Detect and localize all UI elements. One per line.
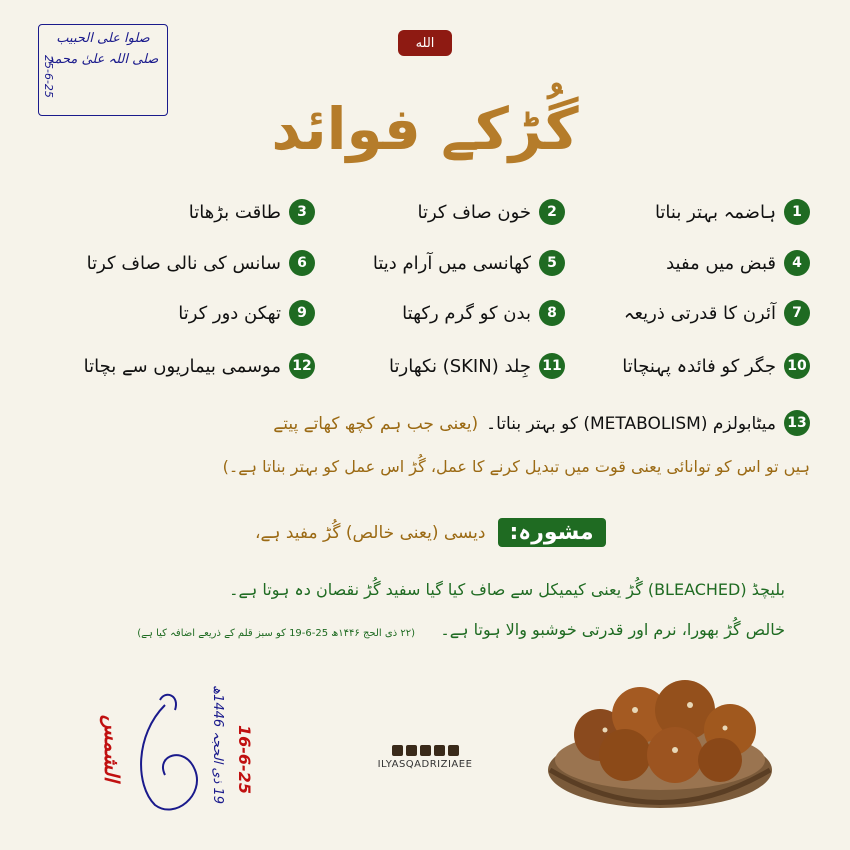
brand-block: [365, 745, 485, 770]
benefit-number: 10: [784, 353, 810, 379]
benefit-text: جگر کو فائدہ پہنچاتا: [622, 355, 776, 377]
handwriting-line-1: صلوا علی الحبیب: [56, 31, 150, 46]
brand-name: ILYASQADRIZIAEE: [377, 759, 473, 770]
addition-note: (۲۲ ذی الحج ۱۴۴۶ھ 25-6-19 کو سبز قلم کے ذریعے اضافہ کیا ہے): [137, 628, 415, 639]
benefit-text: ہاضمہ بہتر بناتا: [654, 201, 776, 223]
benefit-item: [624, 298, 810, 328]
benefit-item: [666, 248, 810, 278]
benefit-item: [389, 351, 565, 381]
benefit-text: موسمی بیماریوں سے بچاتا: [83, 355, 281, 377]
advice-text: دیسی (یعنی خالص) گُڑ مفید ہے،: [255, 523, 486, 543]
benefit-item: [373, 248, 565, 278]
benefit-number: 5: [539, 250, 565, 276]
social-icons: [365, 745, 485, 756]
benefit-item-13: [273, 408, 810, 438]
metabolism-text: میٹابولزم (METABOLISM) کو بہتر بناتا۔: [486, 413, 776, 434]
benefit-item: [622, 351, 810, 381]
benefit-number: 11: [539, 353, 565, 379]
allah-badge: الله: [398, 30, 452, 56]
handwriting-hijri: 19 ذی الحجہ 1446ھ: [210, 685, 225, 805]
benefit-text: کھانسی میں آرام دیتا: [372, 252, 531, 274]
jaggery-bowl-image: [545, 660, 775, 820]
benefit-item: [402, 298, 565, 328]
handwriting-date: 25-6-25: [42, 55, 55, 98]
handwriting-line-2: صلی اللہ علیٰ محمد: [47, 52, 159, 67]
metabolism-explain-start: (یعنی جب ہم کچھ کھاتے پیتے: [273, 413, 479, 434]
benefit-number: 13: [784, 410, 810, 436]
handwriting-red-signature: الشمس: [100, 715, 124, 782]
benefit-number: 3: [289, 199, 315, 225]
benefit-text: خون صاف کرتا: [417, 201, 531, 223]
benefit-number: 6: [289, 250, 315, 276]
benefit-item: [87, 248, 315, 278]
bleached-warning: بلیچڈ (BLEACHED) گُڑ یعنی کیمیکل سے صاف کیا گیا سفید گُڑ نقصان دہ ہوتا ہے۔: [229, 580, 785, 599]
metabolism-explain: ہیں تو اس کو توانائی یعنی قوت میں تبدیل کرنے کا عمل، گُڑ اس عمل کو بہتر بناتا ہے۔): [222, 457, 810, 476]
signature-mark: [95, 675, 295, 825]
pure-description: خالص گُڑ بھورا، نرم اور قدرتی خوشبو والا ہوتا ہے۔: [440, 620, 785, 639]
advice-label: مشورہ:: [498, 518, 606, 547]
benefit-text: تھکن دور کرتا: [178, 302, 281, 324]
benefit-text: طاقت بڑھاتا: [188, 201, 281, 223]
handwriting-date-bottom: 16-6-25: [235, 725, 254, 794]
benefit-text: آئرن کا قدرتی ذریعہ: [623, 302, 776, 324]
benefit-item: [417, 197, 565, 227]
benefit-number: 8: [539, 300, 565, 326]
benefit-item: [189, 197, 315, 227]
benefit-text: سانس کی نالی صاف کرتا: [86, 252, 281, 274]
benefit-number: 9: [289, 300, 315, 326]
benefit-text: قبض میں مفید: [666, 252, 776, 274]
facebook-icon: [392, 745, 403, 756]
benefit-item: [178, 298, 315, 328]
benefit-number: 1: [784, 199, 810, 225]
page-title: گُڑکے فوائد: [271, 95, 579, 163]
benefit-number: 2: [539, 199, 565, 225]
benefit-item: [84, 351, 315, 381]
instagram-icon: [420, 745, 431, 756]
tiktok-icon: [448, 745, 459, 756]
x-icon: [434, 745, 445, 756]
advice-row: [255, 518, 606, 547]
youtube-icon: [406, 745, 417, 756]
benefit-number: 7: [784, 300, 810, 326]
benefit-number: 4: [784, 250, 810, 276]
benefit-number: 12: [289, 353, 315, 379]
benefit-item: [655, 197, 810, 227]
handwriting-bottom-note: [95, 675, 295, 825]
benefit-text: جِلد (SKIN) نکھارتا: [389, 355, 531, 377]
benefit-text: بدن کو گرم رکھتا: [402, 302, 531, 324]
